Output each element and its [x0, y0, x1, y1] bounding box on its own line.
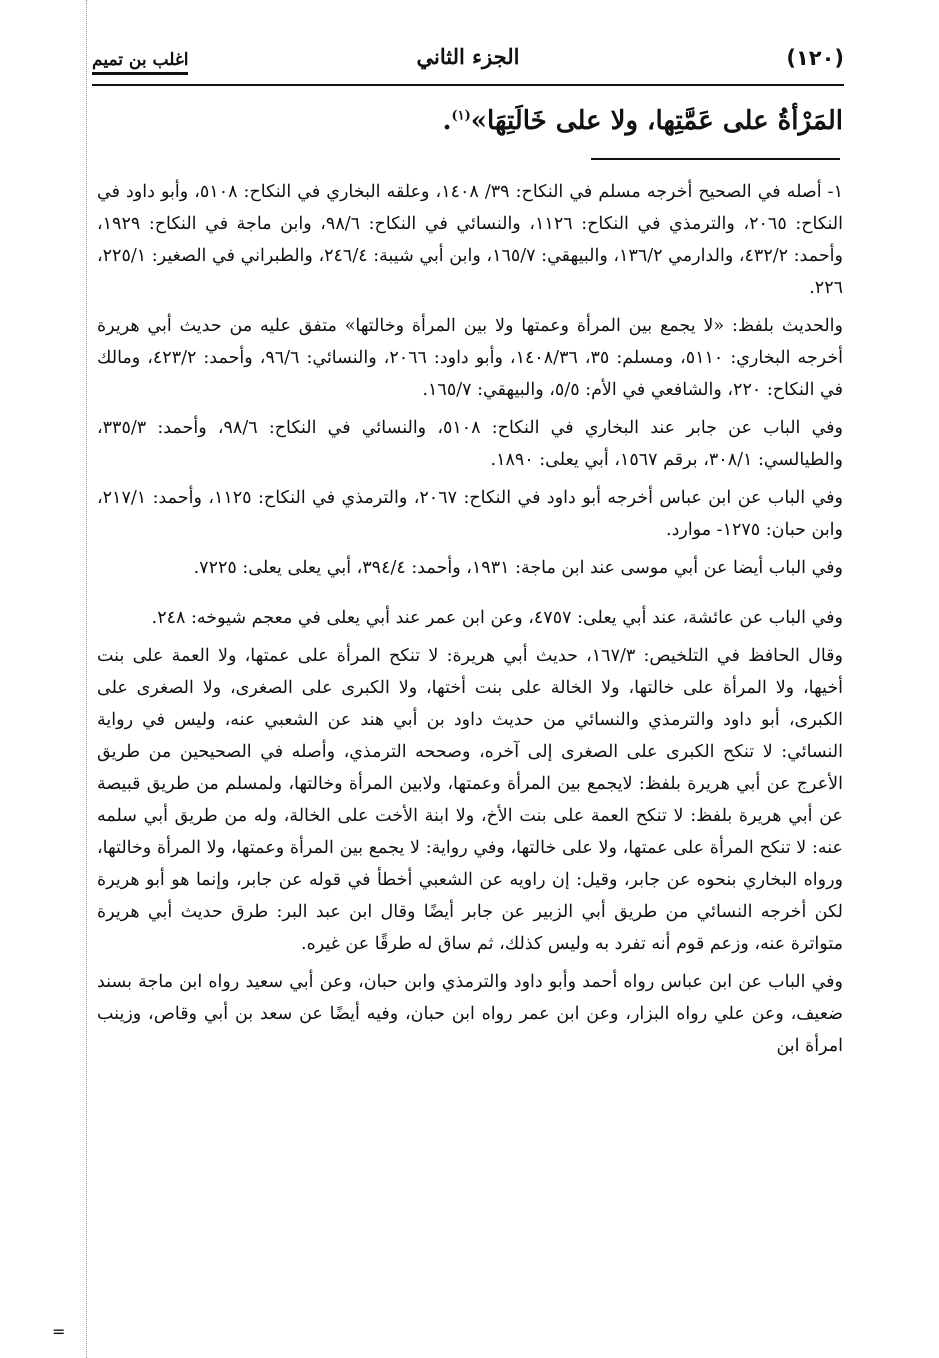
scan-margin-line [86, 0, 87, 1358]
main-text [83, 106, 843, 136]
footnote-paragraph: وفي الباب عن عائشة، عند أبي يعلى: ٤٧٥٧، وعن ابن عمر عند أبي يعلى في معجم شيوخه: ٢٤٨. [151, 608, 843, 628]
main-text-end: . [442, 106, 452, 136]
main-text-body: المَرْأةُ على عَمَّتِها، ولا على خَالَتِهَا» [470, 106, 843, 136]
edge-mark: = [52, 1322, 66, 1341]
footnote-paragraph: وقال الحافظ في التلخيص: ١٦٧/٣، حديث أبي هريرة: لا تنكح المرأة على عمتها، ولا العمة على بنت أخيها، ولا المرأة على خالتها، ولا الخالة على بنت أختها، ولا الكبرى على الصغرى، ولا الصغرى على الكبرى، أبو داود والترمذي والنسائي من حديث داود بن أبي هند عن الشعبي عنه، وليس في رواية النسائي: لا تنكح الكبرى على الصغرى إلى آخره، وصححه الترمذي، وأصله في الصحيحين من طريق الأعرج عن أبي هريرة بلفظ: لايجمع بين المرأة وعمتها، ولابين المرأة وخالتها، ولمسلم من طريق قبيصة عن أبي هريرة بلفظ: لا تنكح العمة على بنت الأخ، ولا ابنة الأخت على الخالة، وله من طريق أبي سلمه عنه: لا تنكح المرأة على عمتها، ولا على خالتها، وفي رواية: لا يجمع بين المرأة وعمتها، ولا المرأة وخالتها، ورواه البخاري بنحوه عن جابر، وقيل: إن راويه عن الشعبي أخطأ في قوله عن جابر، وإنما هو أبو هريرة لكن أخرجه النسائي من طريق أبي الزبير عن جابر أيضًا وقال ابن عبد البر: طرق حديث أبي هريرة متواترة عنه، وزعم قوم أنه تفرد به وليس كذلك، ثم ساق له طرقًا عن غيره. [97, 646, 843, 954]
footnote-paragraph: ١- أصله في الصحيح أخرجه مسلم في النكاح: ٣٩/ ١٤٠٨، وعلقه البخاري في النكاح: ٥١٠٨، وأبو داود في النكاح: ٢٠٦٥، والترمذي في النكاح: ١١٢٦، والنسائي في النكاح: ٩٨/٦، وابن ماجة في النكاح: ١٩٢٩، وأحمد: ٤٣٢/٢، والدارمي ١٣٦/٢، والبيهقي: ١٦٥/٧، وابن أبي شيبة: ٢٤٦/٤، والطبراني في الصغير: ٢٢٥/١، ٢٢٦. [97, 182, 843, 298]
header-rule [92, 84, 844, 86]
footnote-ref: (١) [451, 108, 471, 124]
part-title: الجزء الثاني [416, 44, 520, 69]
footnote-paragraph: وفي الباب عن جابر عند البخاري في النكاح: ٥١٠٨، والنسائي في النكاح: ٩٨/٦، وأحمد: ٣٣٥/٣، والطيالسي: ٣٠٨/١، برقم ١٥٦٧، أبي يعلى: ١٨٩٠. [97, 418, 844, 470]
footnote-separator [591, 158, 840, 160]
page-number: (١٢٠) [786, 46, 844, 70]
running-author: اغلب بن تميم [92, 50, 188, 75]
page-header [92, 40, 844, 80]
footnotes [97, 176, 843, 1068]
footnote-paragraph: وفي الباب عن ابن عباس رواه أحمد وأبو داود والترمذي وابن حبان، وعن أبي سعيد رواه ابن ماجة بسند ضعيف، وعن علي رواه البزار، وعن ابن عمر رواه ابن حبان، وفيه أيضًا عن سعد بن أبي وقاص، وزينب امرأة ابن [97, 972, 843, 1056]
footnote-paragraph: والحديث بلفظ: «لا يجمع بين المرأة وعمتها ولا بين المرأة وخالتها» متفق عليه من حديث أبي هريرة أخرجه البخاري: ٥١١٠، ومسلم: ٣٥، ١٤٠٨/٣٦، وأبو داود: ٢٠٦٦، والنسائي: ٩٦/٦، وأحمد: ٤٢٣/٢، ومالك في النكاح: ٢٢٠، والشافعي في الأم: ٥/٥، والبيهقي: ١٦٥/٧. [97, 316, 844, 400]
footnote-paragraph: وفي الباب أيضا عن أبي موسى عند ابن ماجة: ١٩٣١، وأحمد: ٣٩٤/٤، أبي يعلى يعلى: ٧٢٢٥. [193, 558, 843, 578]
footnote-paragraph: وفي الباب عن ابن عباس أخرجه أبو داود في النكاح: ٢٠٦٧، والترمذي في النكاح: ١١٢٥، وأحمد: ٢١٧/١، وابن حبان: ١٢٧٥- موارد. [97, 488, 843, 540]
